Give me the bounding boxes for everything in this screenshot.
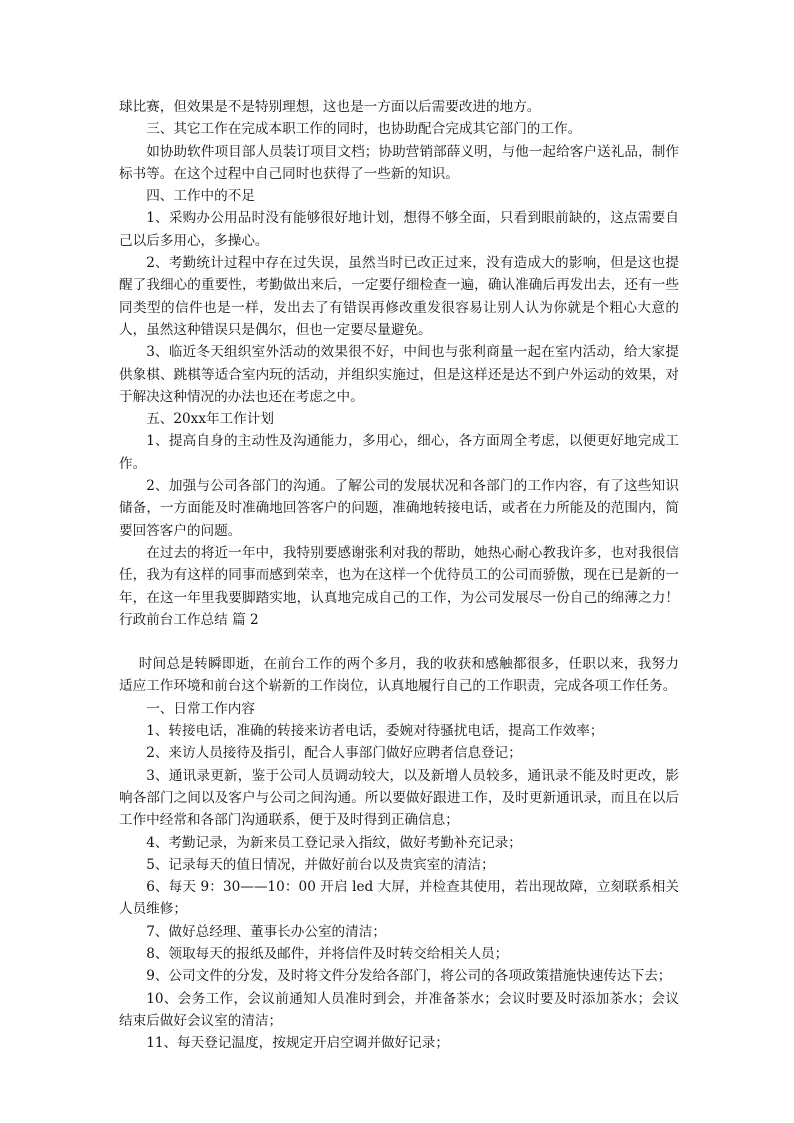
section-gap [119, 631, 679, 653]
list-item: 3、临近冬天组织室外活动的效果很不好，中间也与张利商量一起在室内活动，给大家提供象棋、跳棋等适合室内玩的活动，并组织实施过，但是这样还是达不到户外运动的效果，对于解决这种情况的办法也还在考虑之中。 [119, 344, 679, 405]
list-item: 11、每天登记温度，按规定开启空调并做好记录； [146, 1035, 449, 1052]
list-item: 3、通讯录更新，鉴于公司人员调动较大，以及新增人员较多，通讯录不能及时更改，影响各部门之间以及客户与公司之间沟通。所以要做好跟进工作，及时更新通讯录，而且在以后工作中经常和各部门沟通联系，便于及时得到正确信息； [119, 767, 679, 829]
list-item: 9、公司文件的分发，及时将文件分发给各部门，将公司的各项政策措施快速传达下去； [146, 968, 672, 985]
paragraph: 在过去的将近一年中，我特别要感谢张利对我的帮助，她热心耐心教我许多，也对我很信任，我为有这样的同事而感到荣幸，也为在这样一个优待员工的公司而骄傲，现在已是新的一年，在这一年里我要脚踏实地，认真地完成自己的工作，为公司发展尽一份自己的绵薄之力！行政前台工作总结 篇 2 [119, 544, 679, 628]
list-item: 7、做好总经理、董事长办公室的清洁； [146, 923, 386, 940]
section-heading: 四、工作中的不足 [146, 188, 255, 205]
paragraph: 如协助软件项目部人员装订项目文档；协助营销部薛义明，与他一起给客户送礼品，制作标书等。在这个过程中自己同时也获得了一些新的知识。 [119, 143, 679, 182]
paragraph: 时间总是转瞬即逝，在前台工作的两个多月，我的收获和感触都很多，任职以来，我努力适应工作环境和前台这个崭新的工作岗位，认真地履行自己的工作职责，完成各项工作任务。 [119, 656, 679, 695]
list-item: 1、提高自身的主动性及沟通能力，多用心，细心，各方面周全考虑，以便更好地完成工作。 [119, 433, 679, 472]
list-item: 2、加强与公司各部门的沟通。了解公司的发展状况和各部门的工作内容，有了这些知识储备，一方面能及时准确地回答客户的问题，准确地转接电话，或者在力所能及的范围内，简要回答客户的问题。 [119, 478, 679, 539]
section-heading: 五、20xx年工作计划 [146, 411, 274, 428]
section-heading: 一、日常工作内容 [146, 700, 255, 717]
list-item: 1、转接电话，准确的转接来访者电话，委婉对待骚扰电话，提高工作效率； [146, 723, 604, 740]
list-item: 10、会务工作，会议前通知人员准时到会，并准备茶水；会议时要及时添加茶水；会议结束后做好会议室的清洁； [119, 990, 679, 1029]
list-item: 2、来访人员接待及指引，配合人事部门做好应聘者信息登记； [146, 745, 522, 762]
paragraph: 球比赛，但效果是不是特别理想，这也是一方面以后需要改进的地方。 [119, 99, 541, 115]
document-page [119, 96, 679, 1054]
list-item: 4、考勤记录，为新来员工登记录入指纹，做好考勤补充记录； [146, 834, 522, 851]
list-item: 1、采购办公用品时没有能够很好地计划，想得不够全面，只看到眼前缺的，这点需要自己以后多用心，多操心。 [119, 210, 679, 249]
section-heading: 三、其它工作在完成本职工作的同时，也协助配合完成其它部门的工作。 [146, 121, 582, 138]
list-item: 5、记录每天的值日情况，并做好前台以及贵宾室的清洁； [146, 856, 495, 873]
list-item: 6、每天 9：30——10：00 开启 led 大屏，并检查其使用，若出现故障，立刻联系相关人员维修； [119, 879, 679, 918]
list-item: 8、领取每天的报纸及邮件，并将信件及时转交给相关人员； [146, 945, 509, 962]
list-item: 2、考勤统计过程中存在过失误，虽然当时已改正过来，没有造成大的影响，但是这也提醒了我细心的重要性，考勤做出来后，一定要仔细检查一遍，确认准确后再发出去，还有一些同类型的信件也是一样，发出去了有错误再修改重发很容易让别人认为你就是个粗心大意的人，虽然这种错误只是偶尔，但也一定要尽量避免。 [119, 255, 679, 338]
